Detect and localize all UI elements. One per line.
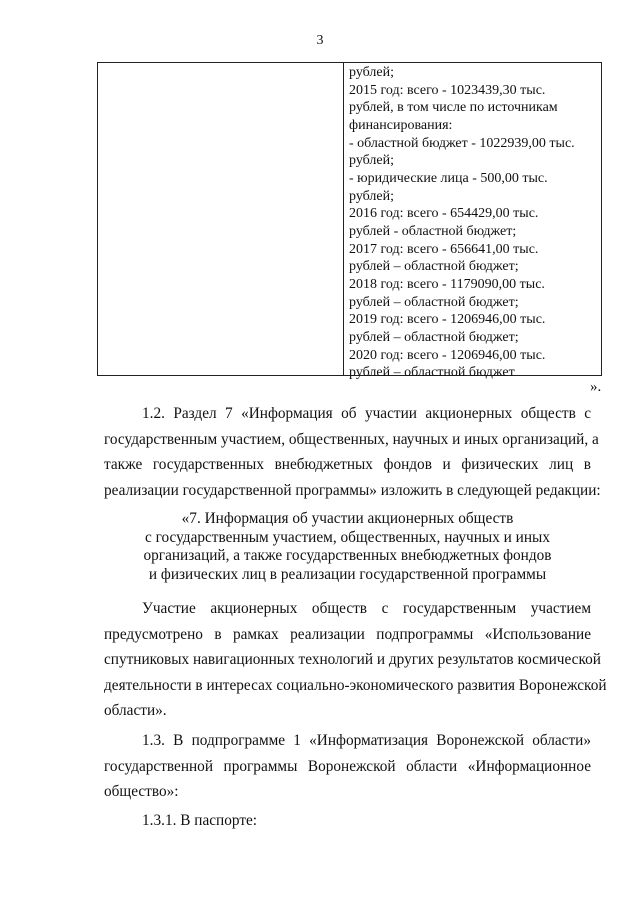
paragraph-line: Участие акционерных обществ с государственным участием (142, 600, 591, 617)
paragraph-line: 1.2. Раздел 7 «Информация об участии акционерных обществ с (142, 405, 591, 422)
table-cell-line: рублей – областной бюджет; (349, 294, 519, 310)
paragraph-line: общество»: (104, 783, 179, 800)
paragraph-line: государственной программы Воронежской области «Информационное (104, 757, 591, 775)
paragraph-line: области». (104, 702, 167, 719)
table-cell-line: 2015 год: всего - 1023439,30 тыс. (349, 82, 546, 98)
table-cell-line: - юридические лица - 500,00 тыс. (349, 170, 548, 186)
paragraph-line: предусмотрено в рамках реализации подпрограммы «Использование (104, 625, 591, 643)
page-number: 3 (316, 33, 324, 48)
paragraph-participation (104, 596, 607, 724)
table-cell-line: рублей – областной бюджет (349, 365, 515, 381)
heading-line: и физических лиц в реализации государственной программы (148, 565, 547, 583)
table-cell-line: 2017 год: всего - 656641,00 тыс. (349, 241, 539, 257)
section-7-heading (104, 510, 591, 584)
funding-table-cell (349, 64, 601, 382)
table-column-divider (343, 62, 344, 376)
paragraph-1-2 (104, 401, 601, 503)
paragraph-line: 1.3.1. В паспорте: (142, 812, 258, 829)
table-cell-line: рублей; (349, 65, 394, 80)
paragraph-line: 1.3. В подпрограмме 1 «Информатизация Воронежской области» (142, 732, 591, 749)
table-cell-line: - областной бюджет - 1022939,00 тыс. (349, 135, 575, 151)
heading-line: «7. Информация об участии акционерных обществ (181, 510, 514, 527)
paragraph-1-3-1 (104, 808, 591, 834)
paragraph-line: деятельности в интересах социально-экономического развития Воронежской (104, 676, 607, 694)
paragraph-line: реализации государственной программы» изложить в следующей редакции: (104, 481, 601, 499)
table-cell-line: рублей – областной бюджет; (349, 259, 519, 275)
closing-quote: ». (590, 379, 602, 395)
paragraph-line: спутниковых навигационных технологий и других результатов космической (104, 651, 601, 668)
heading-line: организаций, а также государственных внебюджетных фондов (143, 547, 552, 564)
table-cell-line: рублей, в том числе по источникам (349, 100, 558, 116)
table-cell-line: рублей; (349, 188, 394, 204)
heading-line: с государственным участием, общественных, научных и иных (144, 528, 550, 546)
table-cell-line: рублей - областной бюджет; (349, 223, 517, 239)
paragraph-1-3 (104, 728, 591, 805)
table-cell-line: финансирования: (349, 117, 453, 133)
table-cell-line: 2016 год: всего - 654429,00 тыс. (349, 206, 539, 222)
table-cell-line: рублей – областной бюджет; (349, 329, 519, 345)
table-cell-line: рублей; (349, 153, 394, 169)
table-cell-line: 2018 год: всего - 1179090,00 тыс. (349, 276, 545, 292)
paragraph-line: также государственных внебюджетных фондов и физических лиц в (104, 456, 591, 473)
paragraph-line: государственным участием, общественных, научных и иных организаций, а (104, 430, 599, 448)
table-cell-line: 2020 год: всего - 1206946,00 тыс. (349, 347, 546, 363)
table-cell-line: 2019 год: всего - 1206946,00 тыс. (349, 312, 546, 328)
